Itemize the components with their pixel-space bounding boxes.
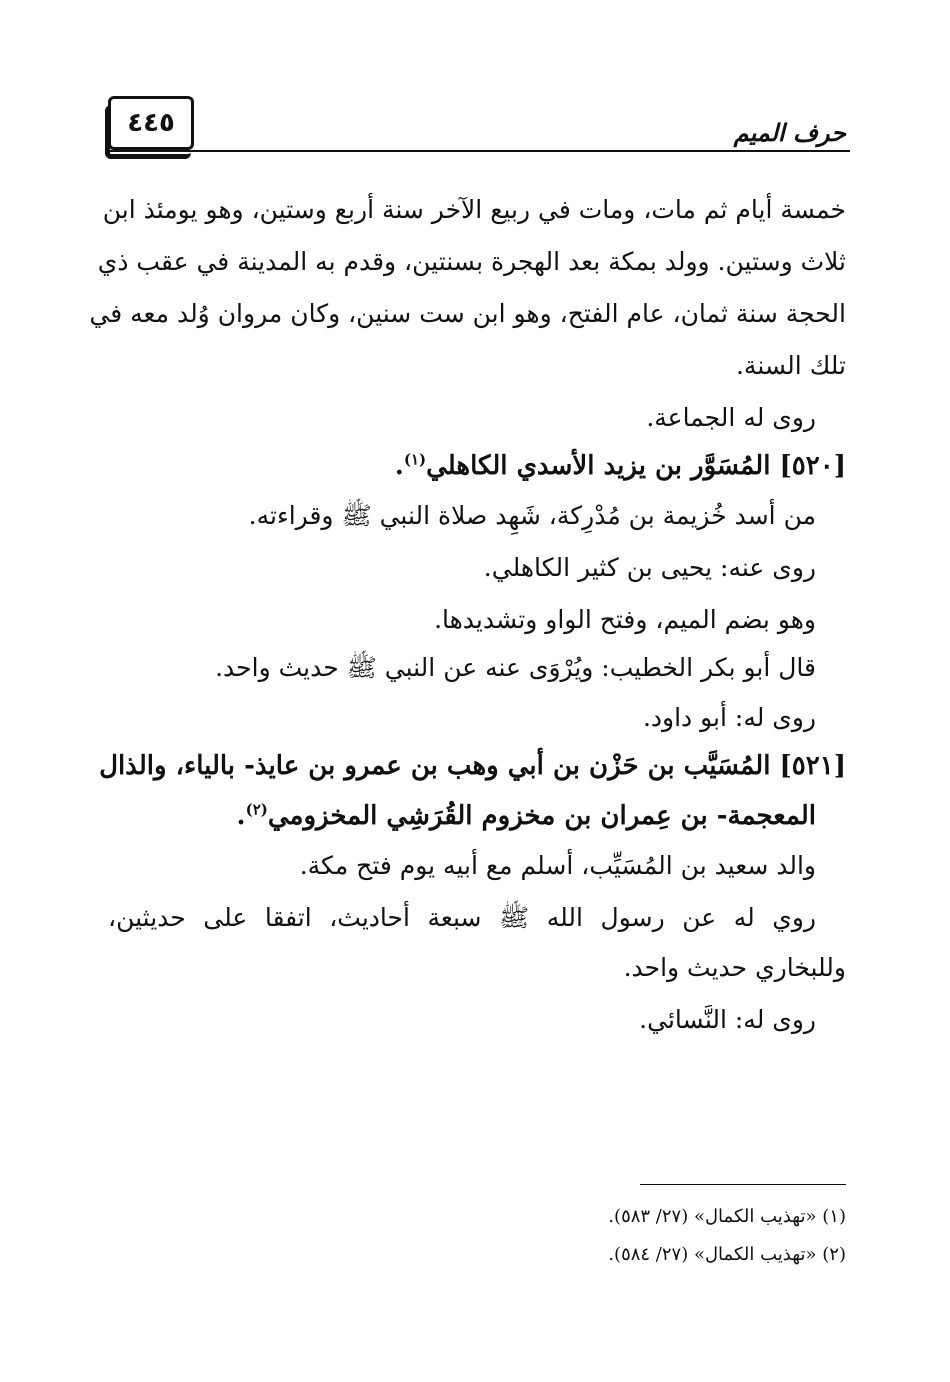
entry-title: المعجمة- بن عِمران بن مخزوم القُرَشِي المخزومي bbox=[267, 801, 816, 831]
entry-520-heading bbox=[395, 446, 846, 486]
paragraph-line: روى عنه: يحيى بن كثير الكاهلي. bbox=[483, 553, 816, 582]
paragraph-line: روى له: أبو داود. bbox=[642, 703, 816, 732]
page-number: ٤٤٥ bbox=[108, 96, 194, 150]
entry-end: . bbox=[394, 451, 404, 481]
paragraph-line: ثلاث وستين. وولد بمكة بعد الهجرة بسنتين، وقدم به المدينة في عقب ذي bbox=[97, 247, 846, 276]
paragraph-line: وللبخاري حديث واحد. bbox=[623, 953, 846, 982]
header-rule bbox=[108, 150, 850, 152]
paragraph-line: من أسد خُزيمة بن مُدْرِكة، شَهِد صلاة النبي ﷺ وقراءته. bbox=[248, 501, 816, 530]
footnote-separator bbox=[640, 1184, 846, 1185]
paragraph-line: خمسة أيام ثم مات، ومات في ربيع الآخر سنة أربع وستين، وهو يومئذ ابن bbox=[102, 195, 846, 224]
entry-end: . bbox=[236, 801, 246, 831]
paragraph-line: الحجة سنة ثمان، عام الفتح، وهو ابن ست سنين، وكان مروان وُلد معه في bbox=[89, 299, 846, 328]
paragraph-line: قال أبو بكر الخطيب: ويُرْوَى عنه عن النبي ﷺ حديث واحد. bbox=[215, 653, 816, 682]
paragraph-line: روى له: النَّسائي. bbox=[639, 1005, 816, 1034]
footnote-ref: (٢) bbox=[245, 800, 268, 819]
paragraph-line: وهو بضم الميم، وفتح الواو وتشديدها. bbox=[434, 605, 816, 634]
running-title: حرف الميم bbox=[733, 118, 846, 147]
paragraph-line: روى له الجماعة. bbox=[646, 403, 816, 432]
paragraph-line: روي له عن رسول الله ﷺ سبعة أحاديث، اتفقا على حديثين، bbox=[108, 903, 816, 932]
footnote: (١) «تهذيب الكمال» (٢٧/ ٥٨٣). bbox=[608, 1206, 846, 1227]
entry-title: [٥٢٠] المُسَوَّر بن يزيد الأسدي الكاهلي bbox=[426, 451, 846, 481]
paragraph-line: تلك السنة. bbox=[735, 351, 846, 380]
paragraph-line: والد سعيد بن المُسَيِّب، أسلم مع أبيه يوم فتح مكة. bbox=[299, 851, 816, 880]
footnote: (٢) «تهذيب الكمال» (٢٧/ ٥٨٤). bbox=[608, 1244, 846, 1265]
entry-521-heading-line1: [٥٢١] المُسَيَّب بن حَزْن بن أبي وهب بن عمرو بن عايذ- بالياء، والذال bbox=[99, 751, 846, 781]
footnote-ref: (١) bbox=[403, 450, 427, 469]
entry-521-heading-line2 bbox=[237, 796, 816, 836]
